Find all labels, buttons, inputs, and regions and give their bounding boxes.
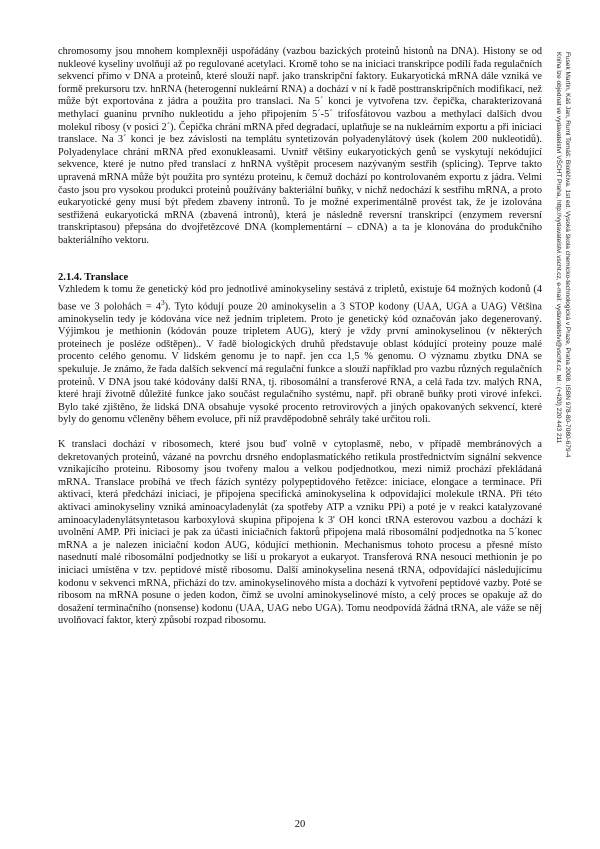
- margin-citation-line1: Fusek Martin, Káš Jan, Ruml Tomáš: Bioléčiva. 1st ed. Vysoká škola chemicko-technologická v Praze, Praha 2008. ISBN 978-80-7080-679-4: [564, 52, 571, 458]
- body-text: [58, 46, 542, 628]
- paragraph-genetic-code: [58, 284, 542, 427]
- page-number: 20: [294, 819, 306, 830]
- paragraph-genetic-code-part1: Vzhledem k tomu že genetický kód pro jednotlivé aminokyseliny sestává z tripletů, existuje 64 možných kodonů (4 base ve 3 polohách = 4: [58, 284, 542, 313]
- paragraph-genetic-code-part2: ). Tyto kódují pouze 20 aminokyselin a 3 STOP kodony (UAA, UGA a UAG) Většina aminokyselin tedy je kódována více než jedním tripletem. Proto je genetický kód označován jako degenerovaný. Výjimkou je methionin (kódován pouze tripletem AUG), který je vždy první aminokyselinou (v některých proteinech je posléze odštěpen).. V řadě biologických druhů představuje oblast kódující proteiny pouze malé procento celého genomu. V lidském genomu je to např. jen cca 1,5 % genomu. O významu zbytku DNA se spekuluje. Je známo, že řada dalších sekvencí má regulační funkce a slouží například pro vazbu různých regulačních proteinů. V DNA jsou také kódovány další RNA, tj. ribosomální a transferové RNA, a celá řada tzv. malých RNA, které hrají životně důležité funkce jako součást regulačního systému, např. při obraně buňky proti virové infekci. Bylo také zjištěno, že lidská DNA obsahuje vysoké procento retrovirových a jiných opakovaných sekvencí, které byly do genomu včleněny během evoluce, při níž pravděpodobně sehrály také určitou roli.: [58, 301, 542, 426]
- margin-citation-text: [554, 52, 572, 457]
- paragraph-translation-process: K translaci dochází v ribosomech, které jsou buď volně v cytoplasmě, nebo, v případě membránových a dekretovaných proteinů, vázané na povrchu drsného endoplasmatického retikula prostřednictvím signální sekvence vznikajícího proteinu. Ribosomy jsou tvořeny malou a velkou podjednotkou, mezi nimiž prochází překládaná mRNA. Translace probíhá ve třech fázích syntézy polypeptidového řetězce: iniciace, elongace a terminace. Při aktivaci, která předchází iniciaci, je připojena specifická aminokyselina k odpovídající molekule tRNA. Při této aktivaci aminokyseliny vzniká aminoacyladenylát (za spotřeby ATP a vzniku PPi) a poté je v reakci katalyzované aminoacyladenylátsyntetasou karboxylová skupina připojena k 3' OH konci tRNA esterovou vazbou a dochází k uvolnění AMP. Při iniciaci je pak za účasti iniciačních faktorů připojena malá ribosomální podjednotka na 5´konec mRNA a je nalezen iniciační kodon AUG, kódující methionin. Mechanismus tohoto procesu a přesné místo nasednutí malé ribosomální podjednotky se liší u prokaryot a eukaryot. Transferová RNA nesoucí methionin je po iniciaci umístěna v tzv. peptidové místě ribosomu. Další aminokyselina nesená tRNA, odpovídající následujícímu kodonu v sekvenci mRNA, přichází do tzv. aminokyselinového místa a dochází k vytvoření peptidové vazby. Poté se ribosom na mRNA posune o jeden kodon, čímž se uvolní aminokyselinové místo, a celý proces se opakuje až do dosažení terminačního (nonsense) kodonu (UAA, UAG nebo UGA). Tomu neodpovídá žádná tRNA, ale váže se něj uvolňovací faktor, který způsobí rozpad ribosomu.: [58, 439, 542, 627]
- margin-citation-line2: Kniha lze objednat ve vydavatelství VŠCHT Praha, http://vydavatelstvi.vscht.cz, e-mail: vydavatelstvi@vscht.cz, tel.: (+420) 220 443 211: [555, 52, 562, 444]
- superscript-exponent: 3: [161, 298, 165, 307]
- paragraph-transcription: chromosomy jsou mnohem komplexněji uspořádány (vazbou bazických proteinů histonů na DNA). Histony se od nukleové kyseliny uvolňují až po regulované acetylaci. Kromě toho se na iniciaci transkripce podílí řada regulačních sekvencí přímo v DNA a proteinů, které slouží např. jako transkripční faktory. Eukaryotická mRNA dále vzniká ve formě prekursoru tzv. hnRNA (heterogenní nukleární RNA) a dochází v ní k řadě posttranskripčních modifikací, než může být exportována z jádra a použita pro translaci. Na 5´ konci je vytvořena tzv. čepička, charakterizovaná methylací guaninu prvního nukleotidu a jeho připojením 5´-5´ trifosfátovou vazbou a methylací dalších dvou molekul ribosy (v posici 2´). Čepička chrání mRNA před degradací, uplatňuje se na nukleárním exportu a při iniciaci translace. Na 3´ konci je bez závislosti na templátu syntetizován polyadenylátový úsek (kolem 200 nukleotidů). Polyadenylace chrání mRNA před exonukleasami. Uvnitř většiny eukaryotických genů se vyskytují nekódující sekvence, které je nutno před translací z hnRNA vyštěpit procesem nazývaným sestřih (splicing). Teprve takto upravená mRNA může být použita pro syntézu proteinu, k čemuž dochází po kontrolovaném exportu z jádra. Velmi často jsou pro vysokou produkci proteinů používány bakteriální buňky, v nichž nedochází k sestřihu mRNA, a proto eukaryotické geny musí být předem zbaveny intronů. To je možné experimentálně provést tak, že je izolována sestřižená eukaryotická mRNA (zbavená intronů), která je následně reversní transkripcí (enzymem reversní transkriptasou) přepsána do dvojřetězcové DNA (komplementární – cDNA) a ta je klonována do produkčního bakteriálního vektoru.: [58, 46, 542, 246]
- section-heading: 2.1.4. Translace: [58, 271, 129, 283]
